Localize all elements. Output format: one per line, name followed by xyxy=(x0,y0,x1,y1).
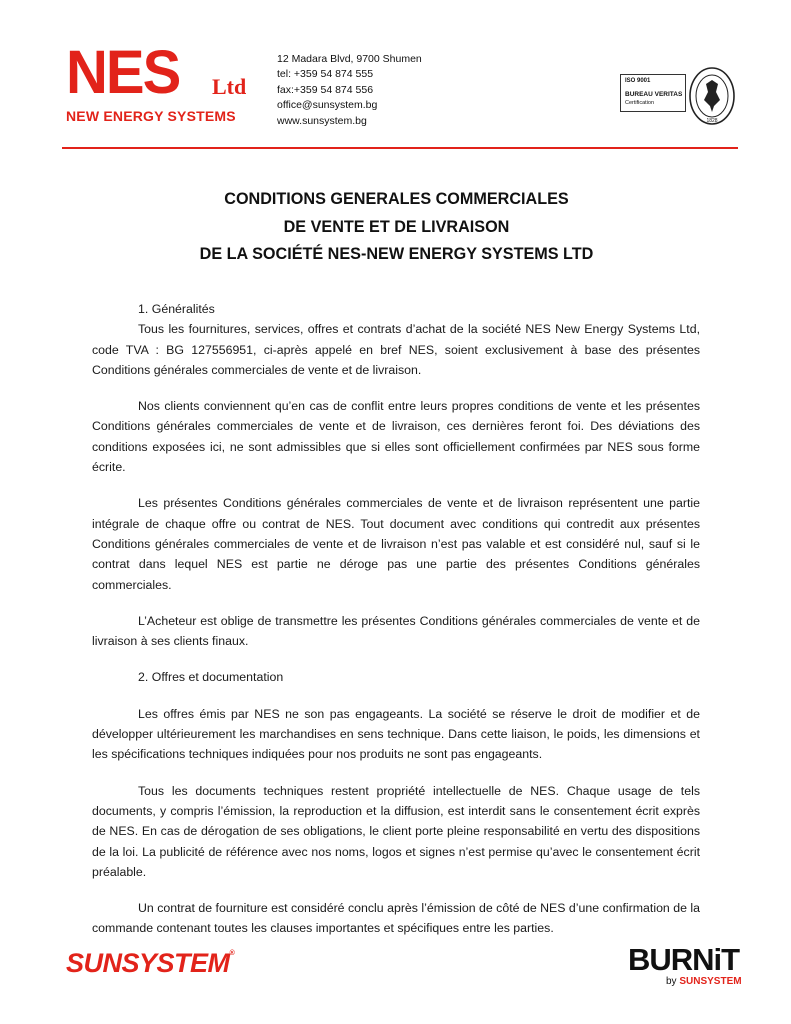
sunsystem-logo xyxy=(66,948,234,979)
nes-logo-suffix: Ltd xyxy=(212,74,247,99)
nes-logo-subtitle: NEW ENERGY SYSTEMS xyxy=(66,108,236,124)
burnit-logo-text: BURNiT xyxy=(628,942,740,977)
registered-mark: ® xyxy=(229,950,235,957)
burnit-by-word: by xyxy=(666,976,677,987)
header-divider xyxy=(62,147,738,149)
contact-tel: tel: +359 54 874 555 xyxy=(277,68,374,81)
contact-address: 12 Madara Blvd, 9700 Shumen xyxy=(277,53,422,65)
certification-iso: ISO 9001 xyxy=(625,78,651,84)
paragraph: Tous les fournitures, services, offres et contrats d’achat de la société NES New Energy Systems Ltd, code TVA : BG 127556951, ci-après appelé en bref NES, soient exclusivement à base des présentes Conditions générales commerciales de vente et de livraison. xyxy=(92,322,700,377)
certification-logo xyxy=(620,66,738,126)
contact-email[interactable]: office@sunsystem.bg xyxy=(277,99,378,112)
bureau-veritas-seal-icon xyxy=(688,66,736,126)
sunsystem-logo-text: SUNSYSTEM xyxy=(66,948,230,978)
certification-label: Certification xyxy=(625,100,655,106)
title-line-2: DE VENTE ET DE LIVRAISON xyxy=(283,217,510,236)
title-line-3: DE LA SOCIÉTÉ NES-NEW ENERGY SYSTEMS LTD xyxy=(199,245,594,263)
paragraph: Les offres émis par NES ne son pas engageants. La société se réserve le droit de modifier et de développer ultérieurement les marchandises en sens technique. Dans cette liaison, le poids, les dimensions et les spécifications techniques indiquées pour nos produits ne sont pas engageants. xyxy=(92,706,700,762)
section-heading-2: 2. Offres et documentation xyxy=(138,670,284,685)
paragraph: Tous les documents techniques restent propriété intellectuelle de NES. Chaque usage de tels documents, y compris l’émission, la reproduction et la diffusion, est interdit sans le consentement écrit exprès de NES. En cas de dérogation de ses obligations, le client porte pleine responsabilité en vertu des dispositions de la loi. La publicité de référence avec nos noms, logos et signes n’est permise qu’avec le consentement écrit préalable. xyxy=(92,783,700,879)
nes-logo xyxy=(66,38,266,126)
certification-box xyxy=(620,74,686,112)
contact-fax: fax:+359 54 874 556 xyxy=(277,83,374,96)
paragraph: L’Acheteur est oblige de transmettre les présentes Conditions générales commerciales de vente et de livraison à ses clients finaux. xyxy=(92,613,700,649)
contact-website[interactable]: www.sunsystem.bg xyxy=(277,114,367,127)
section-heading-1: 1. Généralités xyxy=(138,302,215,316)
seal-year: 1828 xyxy=(706,118,718,124)
burnit-byline xyxy=(666,976,742,987)
nes-logo-main: NES xyxy=(66,38,180,107)
certification-body: BUREAU VERITAS xyxy=(625,91,683,98)
contact-block xyxy=(277,52,422,129)
document-body xyxy=(92,299,700,955)
title-line-1: CONDITIONS GENERALES COMMERCIALES xyxy=(224,190,569,208)
burnit-logo xyxy=(628,942,742,987)
burnit-by-brand: SUNSYSTEM xyxy=(679,976,742,987)
paragraph: Nos clients conviennent qu’en cas de conflit entre leurs propres conditions de vente et les présentes Conditions générales commerciales de vente et de livraison, ces dernières feront foi. Des déviations des conditions exposées ici, ne sont admissibles que si elles sont officiellement confirmées par NES sous forme écrite. xyxy=(92,399,700,475)
paragraph: Les présentes Conditions générales commerciales de vente et de livraison représentent une partie intégrale de chaque offre ou contrat de NES. Tout document avec conditions qui contredit aux présentes Conditions générales commerciales de vente et de livraison n’est pas valable et est considéré nul, sauf si le contrat dans lequel NES est partie ne déroge pas une partie des présentes Conditions générales commerciales. xyxy=(92,496,700,592)
paragraph: Un contrat de fourniture est considéré conclu après l’émission de côté de NES d’une confirmation de la commande contenant toutes les clauses importantes et spécifiques entre les parties. xyxy=(92,901,700,936)
document-title xyxy=(62,186,731,269)
